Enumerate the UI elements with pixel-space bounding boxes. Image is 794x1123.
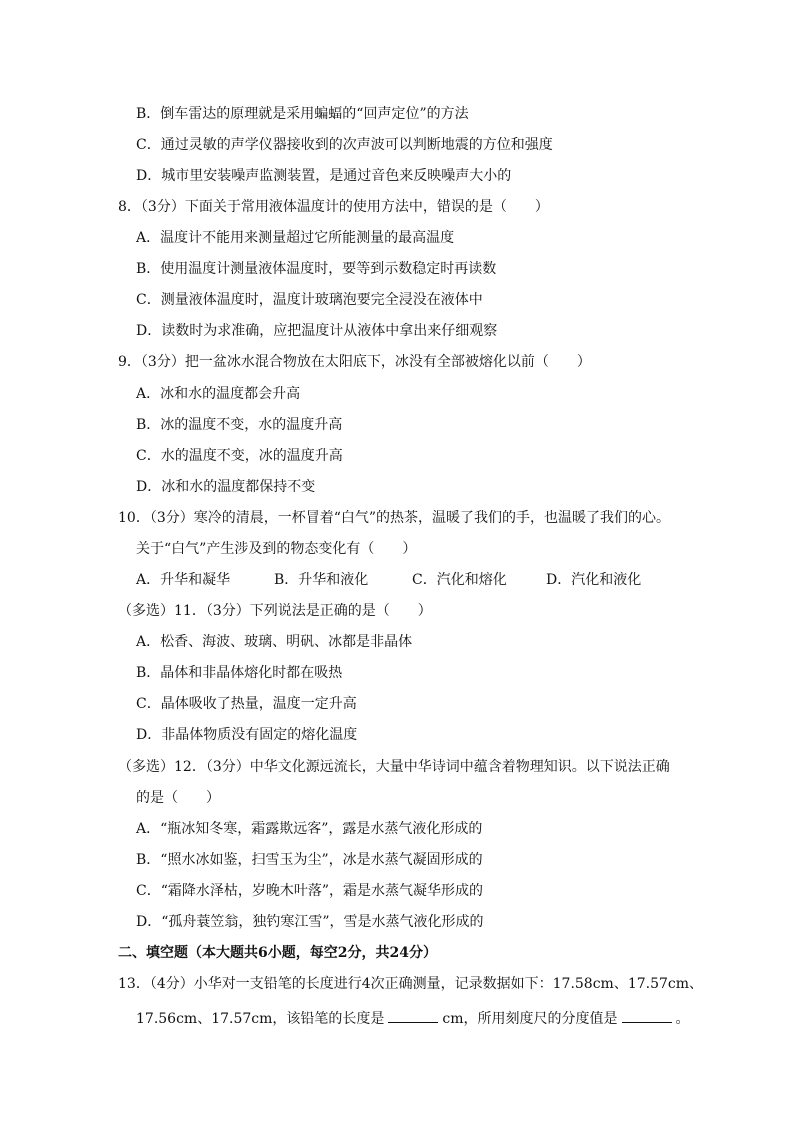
q10-options-row xyxy=(136,570,656,590)
q8-option-d: D．读数时为求准确，应把温度计从液体中拿出来仔细观察 xyxy=(136,323,498,339)
q8-option-b: B．使用温度计测量液体温度时，要等到示数稳定时再读数 xyxy=(136,261,497,277)
q11-option-a: A．松香、海波、玻璃、明矾、冰都是非晶体 xyxy=(136,634,413,650)
q9-option-a: A．冰和水的温度都会升高 xyxy=(136,386,301,402)
q12-option-b: B．“照水冰如鉴，扫雪玉为尘”，冰是水蒸气凝固形成的 xyxy=(136,852,483,868)
q10-option-c: C．汽化和熔化 xyxy=(412,572,507,588)
q13-text-a: 17.56cm、17.57cm，该铅笔的长度是 xyxy=(136,1011,385,1027)
q12-option-a: A．“瓶冰知冬寒，霜露欺远客”，露是水蒸气液化形成的 xyxy=(136,821,483,837)
q8-option-c: C．测量液体温度时，温度计玻璃泡要完全浸没在液体中 xyxy=(136,292,483,308)
q13-answer-blank-1[interactable] xyxy=(388,1008,438,1023)
q13-text-b: cm，所用刻度尺的分度值是 xyxy=(442,1011,618,1027)
q13-text-c: 。 xyxy=(675,1011,690,1027)
q8-stem: 8．（3分）下面关于常用液体温度计的使用方法中，错误的是（ ） xyxy=(118,199,549,215)
q13-stem: 13．（4分）小华对一支铅笔的长度进行4次正确测量，记录数据如下：17.58cm、17.57cm、 xyxy=(118,976,704,992)
q10-stem: 10．（3分）寒冷的清晨，一杯冒着“白气”的热茶，温暖了我们的手，也温暖了我们的心。 xyxy=(118,510,671,526)
q7-option-c: C．通过灵敏的声学仪器接收到的次声波可以判断地震的方位和强度 xyxy=(136,137,553,153)
q11-stem: （多选）11．（3分）下列说法是正确的是（ ） xyxy=(118,603,432,619)
section-heading-fill-in: 二、填空题（本大题共6小题，每空2分，共24分） xyxy=(118,945,437,961)
q9-option-d: D．冰和水的温度都保持不变 xyxy=(136,479,316,495)
q7-option-b: B．倒车雷达的原理就是采用蝙蝠的“回声定位”的方法 xyxy=(136,106,469,122)
q10-option-a: A．升华和凝华 xyxy=(136,572,231,588)
q9-option-c: C．水的温度不变，冰的温度升高 xyxy=(136,448,343,464)
q10-option-d: D．汽化和液化 xyxy=(546,572,642,588)
q11-option-b: B．晶体和非晶体熔化时都在吸热 xyxy=(136,665,343,681)
q12-stem-continued: 的是（ ） xyxy=(136,790,220,806)
q12-option-c: C．“霜降水泽枯，岁晚木叶落”，霜是水蒸气凝华形成的 xyxy=(136,883,484,899)
q8-option-a: A．温度计不能用来测量超过它所能测量的最高温度 xyxy=(136,230,455,246)
q13-stem-continued xyxy=(136,1008,690,1029)
q10-option-b: B．升华和液化 xyxy=(274,572,369,588)
q12-option-d: D．“孤舟蓑笠翁，独钓寒江雪”，雪是水蒸气液化形成的 xyxy=(136,914,484,930)
q9-stem: 9．（3分）把一盆冰水混合物放在太阳底下，冰没有全部被熔化以前（ ） xyxy=(118,354,591,370)
q10-stem-continued: 关于“白气”产生涉及到的物态变化有（ ） xyxy=(136,541,417,557)
q13-answer-blank-2[interactable] xyxy=(622,1008,672,1023)
q12-stem: （多选）12．（3分）中华文化源远流长，大量中华诗词中蕴含着物理知识。以下说法正确 xyxy=(118,759,670,775)
q11-option-c: C．晶体吸收了热量，温度一定升高 xyxy=(136,696,357,712)
q9-option-b: B．冰的温度不变，水的温度升高 xyxy=(136,417,343,433)
q11-option-d: D．非晶体物质没有固定的熔化温度 xyxy=(136,727,358,743)
q7-option-d: D．城市里安装噪声监测装置，是通过音色来反映噪声大小的 xyxy=(136,168,512,184)
